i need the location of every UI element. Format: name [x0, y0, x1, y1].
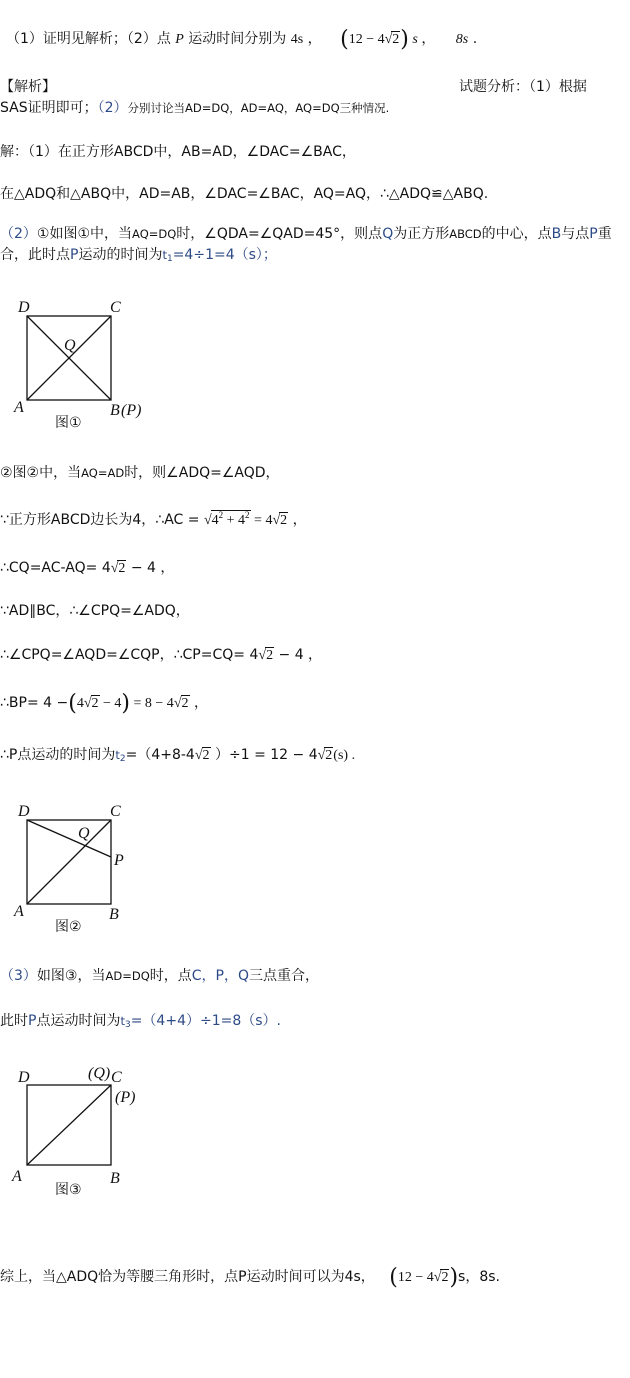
l-side-d: + 4	[223, 513, 246, 528]
l-case1-b: ①如图①中，当	[36, 226, 133, 242]
l-bp-c: 2	[91, 696, 99, 711]
answer-t2: (12 − 4√2) s	[340, 27, 418, 52]
l-case1-h: 的中心，点	[481, 226, 552, 242]
l-case2-a: ②图②中，当	[0, 465, 82, 481]
l-t2-g: 2	[325, 748, 333, 763]
l-sum-b: 12 − 4	[397, 1270, 434, 1285]
fig1-label-p: (P)	[121, 402, 142, 419]
l-cp-c: − 4 ，	[274, 647, 323, 663]
fig3-square	[27, 1085, 111, 1165]
l-t2-f: ）÷1 = 12 − 4	[210, 747, 318, 763]
answer-t3: 8s	[455, 32, 469, 47]
l-case1-2e: 1	[166, 254, 173, 264]
l-bp-d: − 4	[99, 696, 122, 711]
answer-end: .	[472, 31, 478, 47]
answer-comma1: ，	[307, 31, 322, 47]
l-side-c: 2	[218, 510, 224, 520]
fig2-square	[27, 820, 111, 904]
l-case1-c: AQ=DQ	[132, 227, 177, 241]
fig2-label-d: D	[18, 803, 30, 820]
l-bp-a: ∴BP= 4 −	[0, 695, 69, 711]
fig3-label-b: B	[110, 1170, 120, 1187]
figure-1	[0, 290, 160, 440]
l-t3-b: P	[28, 1013, 37, 1029]
line-summary: 综上，当△ADQ恰为等腰三角形时，点P运动时间可以为4s， (12 − 4√2)s，8s.	[0, 1265, 500, 1290]
l-bp-b: 4	[76, 696, 84, 711]
l-case1-k: P	[589, 226, 598, 242]
l-t2-h: (s) .	[333, 748, 356, 763]
fig3-label-a: A	[12, 1168, 22, 1185]
l-t2-c: 2	[119, 754, 126, 764]
l-bp-e: = 8 − 4	[130, 696, 174, 711]
line-case1-2	[0, 244, 277, 264]
l-sum-c: 2	[441, 1270, 449, 1285]
answer-text: 运动时间分别为	[188, 31, 287, 47]
l-case1-l: 重	[597, 226, 612, 242]
line-sas-c: 分别讨论当AD=DQ，AD=AQ，AQ=DQ三种情况.	[127, 101, 390, 115]
l-case1-a: （2）	[0, 226, 37, 242]
l-case1-j: 与点	[561, 226, 590, 242]
l-t3-d: t	[120, 1014, 125, 1028]
answer-line	[6, 27, 477, 52]
fig2-label-a: A	[14, 903, 24, 920]
l-side-f: = 4	[250, 513, 273, 528]
l-case1-g: ABCD	[449, 227, 482, 241]
l-case1-2d: t	[162, 248, 167, 262]
fig2-label-c: C	[110, 803, 121, 820]
l-case1-f: 为正方形	[393, 226, 450, 242]
figure-3	[0, 1060, 160, 1205]
fig1-label-c: C	[110, 299, 121, 316]
line-cq: ∴CQ=AC-AQ= 4√2 − 4 ，	[0, 560, 175, 576]
analysis-label: 【解析】	[0, 79, 56, 95]
l-t2-a: ∴P点运动的时间为	[0, 747, 116, 763]
l-t2-d: =（4+8-4	[125, 747, 195, 763]
l-sum-a: 综上，当△ADQ恰为等腰三角形时，点P运动时间可以为4s，	[0, 1269, 375, 1285]
fig3-label-p: (P)	[115, 1089, 136, 1106]
line-cp: ∴∠CPQ=∠AQD=∠CQP，∴CP=CQ= 4√2 − 4 ，	[0, 647, 323, 663]
answer-t2-root: 2	[392, 32, 400, 47]
fig1-caption: 图①	[55, 415, 82, 431]
l-bp-g: ，	[189, 695, 208, 711]
l-case1-2f: =4÷1=4（s）；	[172, 247, 277, 263]
l-case1-2a: 合，此时点	[0, 247, 70, 263]
l-case1-i: B	[551, 226, 562, 242]
l-side-g: 2	[280, 513, 288, 528]
answer-point-p: P	[175, 32, 184, 47]
l-case2-c: 时，则∠ADQ=∠AQD，	[124, 465, 280, 481]
l-case2-b: AQ=AD	[81, 466, 125, 480]
fig2-label-q: Q	[78, 825, 90, 842]
line-case3	[0, 965, 319, 985]
l-t3-f: =（4+4）÷1=8（s）.	[130, 1013, 281, 1029]
l-case3-c: AD=DQ	[105, 969, 150, 983]
l-bp-f: 2	[181, 696, 189, 711]
l-side-b: 4	[211, 513, 219, 528]
line-side: ∵正方形ABCD边长为4，∴AC = $√4^2 + 4^2 = 4√2$ ，	[0, 510, 307, 528]
answer-part1: （1）证明见解析；（2）点	[6, 31, 171, 47]
l-cq-c: − 4 ，	[126, 560, 175, 576]
fig1-label-q: Q	[64, 337, 76, 354]
answer-t2-pre: 12 − 4	[348, 32, 385, 47]
l-cp-a: ∴∠CPQ=∠AQD=∠CQP，∴CP=CQ= 4	[0, 647, 259, 663]
l-case3-b: 如图③，当	[36, 968, 106, 984]
fig1-label-d: D	[18, 299, 30, 316]
fig2-label-b: B	[109, 906, 119, 923]
l-side-h: ，	[288, 512, 307, 528]
l-side-a: ∵正方形ABCD边长为4，∴AC =	[0, 512, 200, 528]
fig1-label-b: B	[110, 402, 120, 419]
fig3-label-d: D	[18, 1069, 30, 1086]
figure-2	[0, 795, 160, 940]
l-case1-2b: P	[70, 247, 79, 263]
fig3-label-q: (Q)	[88, 1065, 111, 1082]
answer-t2-unit: s	[412, 32, 418, 47]
l-t3-e: 3	[124, 1020, 131, 1030]
line-bp: ∴BP= 4 −(4√2 − 4) = 8 − 4√2 ，	[0, 691, 208, 716]
answer-comma2: ，	[421, 31, 436, 47]
l-t3-c: 点运动时间为	[36, 1013, 121, 1029]
l-cq-b: 2	[118, 561, 126, 576]
l-cp-b: 2	[266, 648, 274, 663]
l-case1-e: Q	[382, 226, 394, 242]
line-t3	[0, 1010, 281, 1030]
fig3-caption: 图③	[55, 1182, 82, 1198]
line-solve: 解：（1）在正方形ABCD中，AB=AD，∠DAC=∠BAC，	[0, 144, 356, 160]
l-case1-2c: 运动的时间为	[78, 247, 163, 263]
l-side-e: 2	[245, 510, 250, 520]
line-sas	[0, 97, 389, 117]
l-case3-d: 时，点	[149, 968, 192, 984]
fig1-label-a: A	[14, 399, 24, 416]
l-t3-a: 此时	[0, 1013, 28, 1029]
l-t2-e: 2	[202, 748, 210, 763]
line-case2	[0, 462, 280, 482]
l-t2-b: t	[115, 748, 120, 762]
line-t2: ∴P点运动的时间为$t_2=(4+8-4√2$ ）÷1 = 12 − 4√2(s) .	[0, 747, 356, 764]
fig2-label-p: P	[114, 852, 124, 869]
answer-t1: 4s	[290, 32, 304, 47]
l-sum-d: s，8s.	[458, 1269, 500, 1285]
fig1-square	[27, 316, 111, 400]
l-case3-f: 三点重合，	[249, 968, 319, 984]
line-parallel: ∵AD∥BC，∴∠CPQ=∠ADQ，	[0, 603, 190, 619]
line-case1	[0, 223, 612, 243]
fig3-label-c: C	[111, 1069, 122, 1086]
line-tri: 在△ADQ和△ABQ中，AD=AB，∠DAC=∠BAC，AQ=AQ，∴△ADQ≌△ABQ.	[0, 186, 489, 202]
line-sas-b: （2）	[97, 100, 128, 116]
l-case3-a: （3）	[0, 968, 37, 984]
l-case1-d: 时，∠QDA=∠QAD=45°，则点	[176, 226, 383, 242]
l-cq-a: ∴CQ=AC-AQ= 4	[0, 560, 111, 576]
l-case3-e: C，P，Q	[191, 968, 249, 984]
fig2-caption: 图②	[55, 919, 82, 935]
analysis-right: 试题分析：（1）根据	[459, 79, 587, 95]
line-sas-a: SAS证明即可；	[0, 100, 98, 116]
